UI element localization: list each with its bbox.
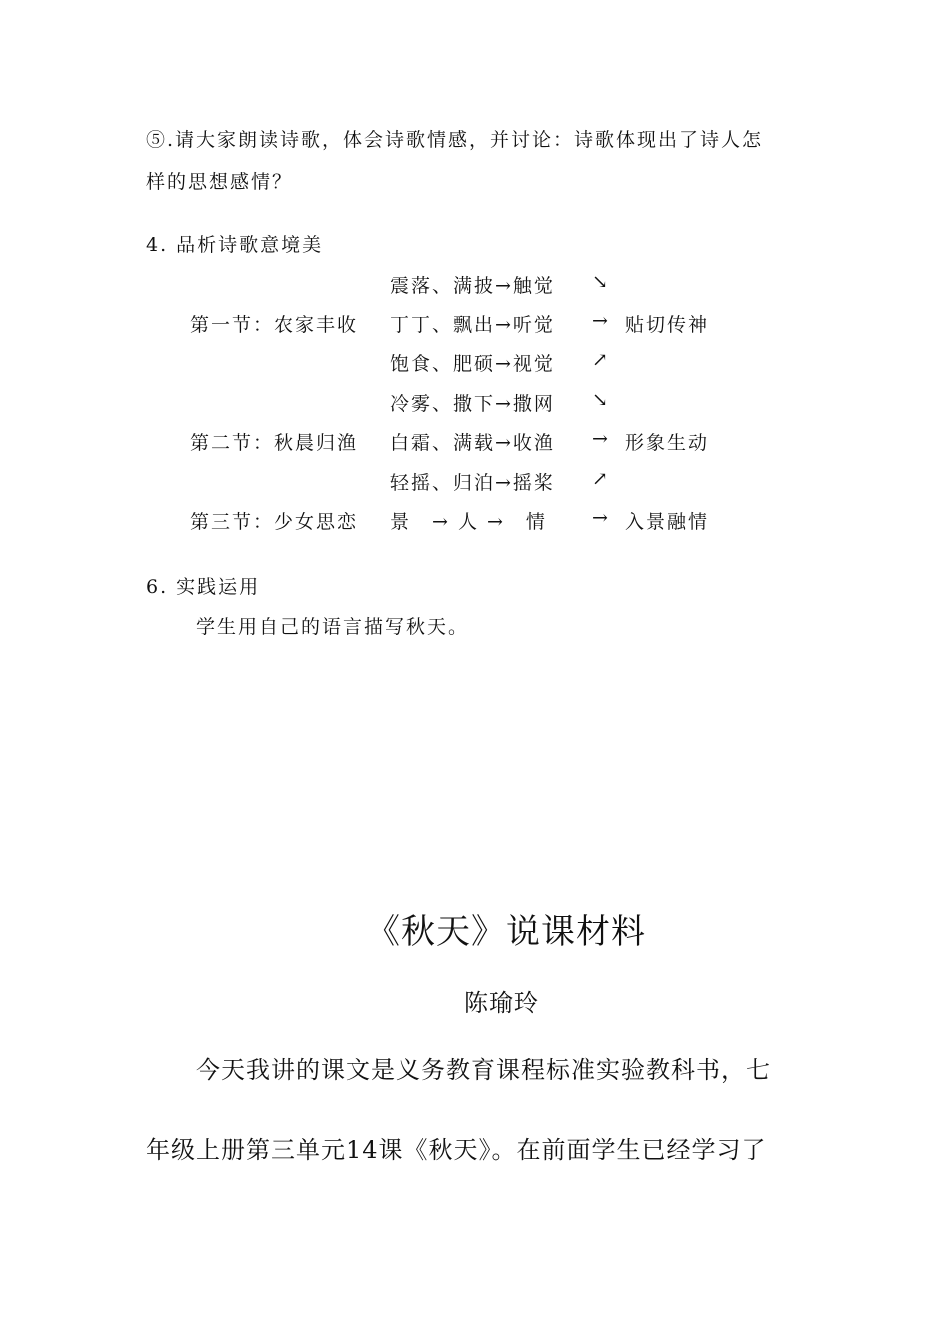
imagery-words: 轻摇、归泊→摇桨 bbox=[390, 472, 555, 494]
imagery-words: 饱食、肥硕→视觉 bbox=[390, 353, 555, 375]
stanza-result: 形象生动 bbox=[625, 432, 710, 454]
stanza-label: 第三节：少女思恋 bbox=[190, 511, 359, 533]
arrow-up-right-icon: ↗ bbox=[592, 349, 610, 371]
intro-paragraph-line-1: 今天我讲的课文是义务教育课程标准实验教科书，七 bbox=[196, 1056, 771, 1084]
question-5-line-2: 样的思想感情？ bbox=[146, 171, 294, 193]
imagery-words: 丁丁、飘出→听觉 bbox=[390, 314, 555, 336]
arrow-down-right-icon: ↘ bbox=[592, 271, 610, 293]
arrow-up-right-icon: ↗ bbox=[592, 468, 610, 490]
question-5-line-1: ⑤.请大家朗读诗歌，体会诗歌情感，并讨论：诗歌体现出了诗人怎 bbox=[146, 129, 764, 151]
stanza-result: 入景融情 bbox=[625, 511, 710, 533]
imagery-words: 震落、满披→触觉 bbox=[390, 275, 555, 297]
arrow-down-right-icon: ↘ bbox=[592, 389, 610, 411]
imagery-words: 冷雾、撒下→撒网 bbox=[390, 393, 555, 415]
section-4-heading: 4. 品析诗歌意境美 bbox=[146, 234, 324, 256]
document-title: 《秋天》说课材料 bbox=[366, 912, 646, 952]
arrow-right-icon: → bbox=[592, 310, 610, 332]
imagery-words: 景 → 人 → 情 bbox=[390, 511, 547, 533]
arrow-right-icon: → bbox=[592, 507, 610, 529]
document-author: 陈瑜玲 bbox=[464, 989, 539, 1017]
section-6-heading: 6. 实践运用 bbox=[146, 576, 261, 598]
arrow-right-icon: → bbox=[592, 428, 610, 450]
stanza-label: 第二节：秋晨归渔 bbox=[190, 432, 359, 454]
section-6-body: 学生用自己的语言描写秋天。 bbox=[196, 616, 470, 638]
intro-paragraph-line-2: 年级上册第三单元14课《秋天》。在前面学生已经学习了 bbox=[146, 1136, 767, 1164]
imagery-words: 白霜、满载→收渔 bbox=[390, 432, 555, 454]
stanza-label: 第一节：农家丰收 bbox=[190, 314, 359, 336]
stanza-result: 贴切传神 bbox=[625, 314, 710, 336]
